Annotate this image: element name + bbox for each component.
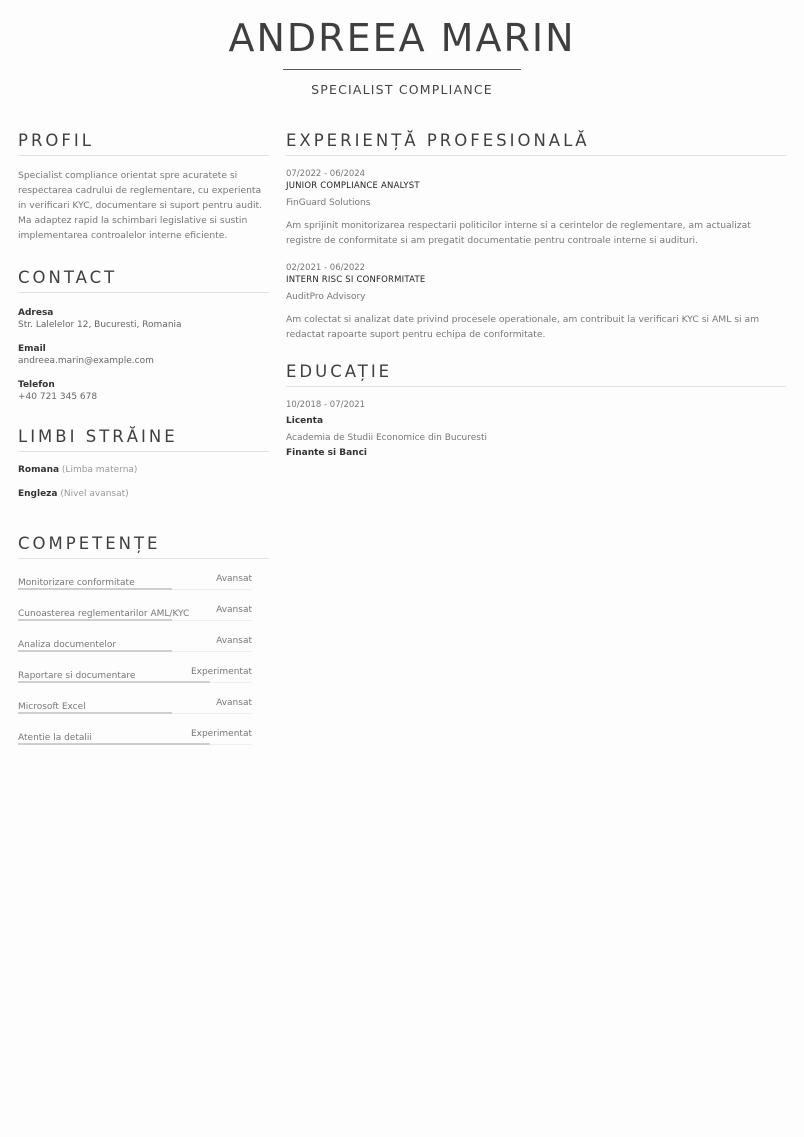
language-level: (Nivel avansat) xyxy=(60,489,129,499)
contact-address xyxy=(18,307,269,331)
skill-name: Atentie la detalii xyxy=(18,733,92,743)
profile-text: Specialist compliance orientat spre acuratete si respectarea cadrului de reglementare, cu experienta in verificari KYC, documentare si suport pentru audit. Ma adaptez rapid la schimbari legislative si sustin implementarea controalelor interne eficiente. xyxy=(18,170,263,241)
skill-item xyxy=(18,714,252,745)
job-date: 07/2022 - 06/2024 xyxy=(286,169,366,179)
education-date: 10/2018 - 07/2021 xyxy=(286,400,366,410)
job-entry xyxy=(286,168,786,248)
header-divider xyxy=(283,69,521,70)
job-description: Am sprijinit monitorizarea respectarii politicilor interne si a cerintelor de reglementare, am actualizat registre de conformitate si am pregatit documentatie pentru controale interne si audituri. xyxy=(286,220,751,246)
job-title: JUNIOR COMPLIANCE ANALYST xyxy=(286,181,420,191)
skill-name: Monitorizare conformitate xyxy=(18,578,135,588)
profile-section xyxy=(18,131,269,243)
skill-name: Raportare si documentare xyxy=(18,671,136,681)
contact-label: Telefon xyxy=(18,380,55,390)
contact-phone xyxy=(18,379,269,403)
skill-level: Experimentat xyxy=(190,729,252,739)
experience-title: EXPERIENȚĂ PROFESIONALĂ xyxy=(286,131,786,156)
language-name: Engleza xyxy=(18,489,58,499)
contact-value: +40 721 345 678 xyxy=(18,392,98,402)
skill-level: Avansat xyxy=(216,698,252,708)
job-description: Am colectat si analizat date privind procesele operationale, am contribuit la verificari KYC si AML si am redactat rapoarte suport pentru echipa de conformitate. xyxy=(286,314,760,340)
skill-name: Cunoasterea reglementarilor AML/KYC xyxy=(18,609,190,619)
contact-label: Email xyxy=(18,344,46,354)
candidate-role: SPECIALIST COMPLIANCE xyxy=(311,82,493,97)
job-entry xyxy=(286,262,786,342)
education-entry xyxy=(286,399,786,459)
skill-name: Analiza documentelor xyxy=(18,640,117,650)
languages-title: LIMBI STRĂINE xyxy=(18,427,269,452)
skill-level: Avansat xyxy=(216,636,252,646)
language-name: Romana xyxy=(18,465,60,475)
skill-level: Avansat xyxy=(216,574,252,584)
experience-section xyxy=(286,131,786,342)
skill-item xyxy=(18,621,252,652)
skills-section xyxy=(18,534,269,745)
skill-item xyxy=(18,590,252,621)
job-date: 02/2021 - 06/2022 xyxy=(286,263,366,273)
language-level: (Limba materna) xyxy=(61,465,138,475)
skill-level: Experimentat xyxy=(190,667,252,677)
contact-title: CONTACT xyxy=(18,268,269,293)
left-column xyxy=(18,131,269,745)
contact-value[interactable]: andreea.marin@example.com xyxy=(18,356,154,366)
education-degree: Licenta xyxy=(286,416,324,426)
skill-item xyxy=(18,683,252,714)
skill-level-bar xyxy=(18,743,210,745)
contact-value: Str. Lalelelor 12, Bucuresti, Romania xyxy=(18,320,182,330)
contact-label: Adresa xyxy=(18,308,54,318)
skill-item xyxy=(18,652,252,683)
skill-item xyxy=(18,559,252,590)
skills-title: COMPETENȚE xyxy=(18,534,269,559)
right-column xyxy=(286,131,786,459)
job-title: INTERN RISC SI CONFORMITATE xyxy=(286,275,426,285)
language-item xyxy=(18,488,269,500)
education-field: Finante si Banci xyxy=(286,448,367,458)
profile-title: PROFIL xyxy=(18,131,269,156)
language-item xyxy=(18,464,269,476)
education-section xyxy=(286,362,786,459)
resume-header xyxy=(0,16,804,97)
languages-section xyxy=(18,427,269,500)
education-title: EDUCAȚIE xyxy=(286,362,786,387)
contact-email xyxy=(18,343,269,367)
candidate-name: ANDREEA MARIN xyxy=(228,16,576,60)
job-company: AuditPro Advisory xyxy=(286,292,366,302)
skill-level: Avansat xyxy=(216,605,252,615)
contact-section xyxy=(18,268,269,403)
job-company: FinGuard Solutions xyxy=(286,198,371,208)
education-school: Academia de Studii Economice din Bucuresti xyxy=(286,433,488,443)
skill-name: Microsoft Excel xyxy=(18,702,86,712)
